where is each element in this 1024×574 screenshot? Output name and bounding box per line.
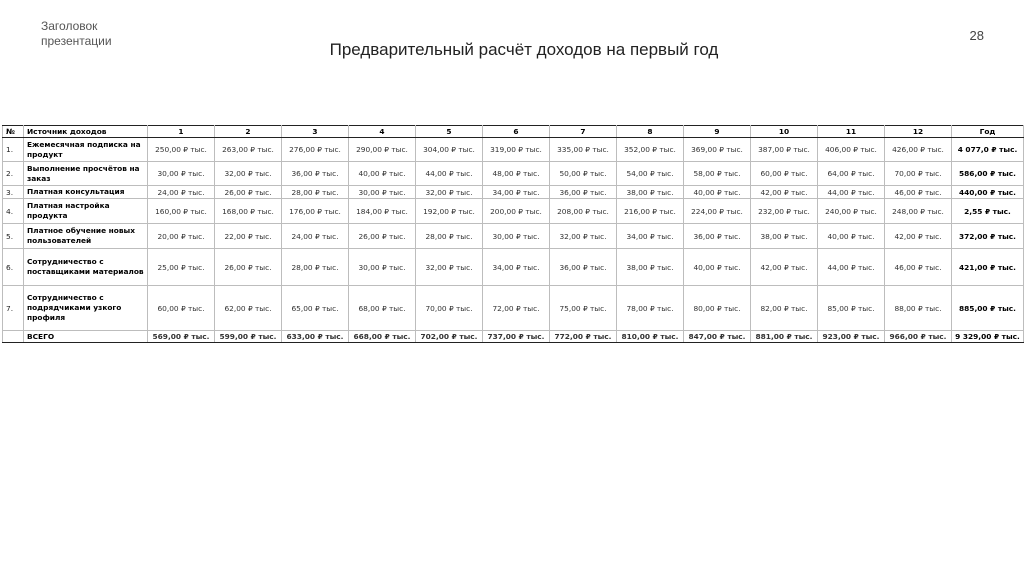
month-value: 70,00 ₽ тыс.: [885, 162, 952, 186]
month-value: 32,00 ₽ тыс.: [416, 186, 483, 199]
total-month-value: 923,00 ₽ тыс.: [818, 331, 885, 343]
column-header: 2: [215, 126, 282, 138]
year-total: 2,55 ₽ тыс.: [952, 199, 1024, 224]
month-value: 30,00 ₽ тыс.: [483, 224, 550, 249]
row-number: 7.: [3, 286, 24, 331]
row-number: 2.: [3, 162, 24, 186]
month-value: 26,00 ₽ тыс.: [349, 224, 416, 249]
month-value: 20,00 ₽ тыс.: [148, 224, 215, 249]
month-value: 40,00 ₽ тыс.: [684, 249, 751, 286]
row-number: 6.: [3, 249, 24, 286]
column-header: 9: [684, 126, 751, 138]
column-header: 3: [282, 126, 349, 138]
table-row: [3, 138, 1024, 162]
month-value: 30,00 ₽ тыс.: [349, 249, 416, 286]
table-row: [3, 199, 1024, 224]
month-value: 30,00 ₽ тыс.: [349, 186, 416, 199]
total-month-value: 737,00 ₽ тыс.: [483, 331, 550, 343]
table-row: [3, 162, 1024, 186]
presentation-title: Заголовок презентации: [41, 19, 112, 48]
income-source: Ежемесячная подписка на продукт: [24, 138, 148, 162]
column-header: 12: [885, 126, 952, 138]
month-value: 28,00 ₽ тыс.: [282, 186, 349, 199]
column-header: 11: [818, 126, 885, 138]
month-value: 64,00 ₽ тыс.: [818, 162, 885, 186]
month-value: 60,00 ₽ тыс.: [751, 162, 818, 186]
total-label: ВСЕГО: [24, 331, 148, 343]
month-value: 335,00 ₽ тыс.: [550, 138, 617, 162]
year-total: 586,00 ₽ тыс.: [952, 162, 1024, 186]
month-value: 32,00 ₽ тыс.: [550, 224, 617, 249]
row-number: 3.: [3, 186, 24, 199]
month-value: 304,00 ₽ тыс.: [416, 138, 483, 162]
month-value: 70,00 ₽ тыс.: [416, 286, 483, 331]
month-value: 65,00 ₽ тыс.: [282, 286, 349, 331]
month-value: 369,00 ₽ тыс.: [684, 138, 751, 162]
month-value: 44,00 ₽ тыс.: [416, 162, 483, 186]
month-value: 42,00 ₽ тыс.: [885, 224, 952, 249]
month-value: 36,00 ₽ тыс.: [550, 186, 617, 199]
total-number-cell: [3, 331, 24, 343]
month-value: 82,00 ₽ тыс.: [751, 286, 818, 331]
month-value: 36,00 ₽ тыс.: [282, 162, 349, 186]
month-value: 68,00 ₽ тыс.: [349, 286, 416, 331]
month-value: 26,00 ₽ тыс.: [215, 249, 282, 286]
month-value: 352,00 ₽ тыс.: [617, 138, 684, 162]
month-value: 406,00 ₽ тыс.: [818, 138, 885, 162]
table-row: [3, 186, 1024, 199]
month-value: 38,00 ₽ тыс.: [751, 224, 818, 249]
income-table: [2, 125, 1024, 343]
month-value: 250,00 ₽ тыс.: [148, 138, 215, 162]
income-source: Платное обучение новых пользователей: [24, 224, 148, 249]
month-value: 276,00 ₽ тыс.: [282, 138, 349, 162]
month-value: 80,00 ₽ тыс.: [684, 286, 751, 331]
slide-title: Предварительный расчёт доходов на первый год: [329, 40, 719, 59]
page-number: 28: [969, 28, 984, 43]
year-total: 4 077,0 ₽ тыс.: [952, 138, 1024, 162]
month-value: 48,00 ₽ тыс.: [483, 162, 550, 186]
total-month-value: 569,00 ₽ тыс.: [148, 331, 215, 343]
column-header: 1: [148, 126, 215, 138]
month-value: 46,00 ₽ тыс.: [885, 186, 952, 199]
month-value: 248,00 ₽ тыс.: [885, 199, 952, 224]
total-month-value: 668,00 ₽ тыс.: [349, 331, 416, 343]
month-value: 24,00 ₽ тыс.: [282, 224, 349, 249]
month-value: 42,00 ₽ тыс.: [751, 249, 818, 286]
income-source: Платная консультация: [24, 186, 148, 199]
table-row: [3, 286, 1024, 331]
column-header: 7: [550, 126, 617, 138]
row-number: 4.: [3, 199, 24, 224]
row-number: 5.: [3, 224, 24, 249]
month-value: 40,00 ₽ тыс.: [684, 186, 751, 199]
table-row: [3, 224, 1024, 249]
column-header: 6: [483, 126, 550, 138]
month-value: 184,00 ₽ тыс.: [349, 199, 416, 224]
month-value: 36,00 ₽ тыс.: [550, 249, 617, 286]
month-value: 62,00 ₽ тыс.: [215, 286, 282, 331]
month-value: 224,00 ₽ тыс.: [684, 199, 751, 224]
month-value: 216,00 ₽ тыс.: [617, 199, 684, 224]
income-source: Платная настройка продукта: [24, 199, 148, 224]
month-value: 34,00 ₽ тыс.: [483, 186, 550, 199]
month-value: 28,00 ₽ тыс.: [282, 249, 349, 286]
month-value: 200,00 ₽ тыс.: [483, 199, 550, 224]
income-source: Сотрудничество с поставщиками материалов: [24, 249, 148, 286]
month-value: 85,00 ₽ тыс.: [818, 286, 885, 331]
total-month-value: 772,00 ₽ тыс.: [550, 331, 617, 343]
total-month-value: 847,00 ₽ тыс.: [684, 331, 751, 343]
month-value: 60,00 ₽ тыс.: [148, 286, 215, 331]
month-value: 32,00 ₽ тыс.: [416, 249, 483, 286]
month-value: 26,00 ₽ тыс.: [215, 186, 282, 199]
year-total: 440,00 ₽ тыс.: [952, 186, 1024, 199]
month-value: 34,00 ₽ тыс.: [483, 249, 550, 286]
month-value: 78,00 ₽ тыс.: [617, 286, 684, 331]
total-month-value: 881,00 ₽ тыс.: [751, 331, 818, 343]
month-value: 24,00 ₽ тыс.: [148, 186, 215, 199]
month-value: 44,00 ₽ тыс.: [818, 186, 885, 199]
month-value: 88,00 ₽ тыс.: [885, 286, 952, 331]
total-month-value: 702,00 ₽ тыс.: [416, 331, 483, 343]
month-value: 38,00 ₽ тыс.: [617, 186, 684, 199]
table-header-row: [3, 126, 1024, 138]
month-value: 30,00 ₽ тыс.: [148, 162, 215, 186]
month-value: 46,00 ₽ тыс.: [885, 249, 952, 286]
total-month-value: 599,00 ₽ тыс.: [215, 331, 282, 343]
income-source: Сотрудничество с подрядчиками узкого профиля: [24, 286, 148, 331]
month-value: 240,00 ₽ тыс.: [818, 199, 885, 224]
month-value: 58,00 ₽ тыс.: [684, 162, 751, 186]
month-value: 176,00 ₽ тыс.: [282, 199, 349, 224]
month-value: 40,00 ₽ тыс.: [818, 224, 885, 249]
month-value: 22,00 ₽ тыс.: [215, 224, 282, 249]
month-value: 426,00 ₽ тыс.: [885, 138, 952, 162]
month-value: 290,00 ₽ тыс.: [349, 138, 416, 162]
row-number: 1.: [3, 138, 24, 162]
month-value: 38,00 ₽ тыс.: [617, 249, 684, 286]
month-value: 36,00 ₽ тыс.: [684, 224, 751, 249]
month-value: 387,00 ₽ тыс.: [751, 138, 818, 162]
month-value: 319,00 ₽ тыс.: [483, 138, 550, 162]
total-month-value: 810,00 ₽ тыс.: [617, 331, 684, 343]
month-value: 25,00 ₽ тыс.: [148, 249, 215, 286]
month-value: 232,00 ₽ тыс.: [751, 199, 818, 224]
column-header: 10: [751, 126, 818, 138]
month-value: 263,00 ₽ тыс.: [215, 138, 282, 162]
month-value: 34,00 ₽ тыс.: [617, 224, 684, 249]
total-year-value: 9 329,00 ₽ тыс.: [952, 331, 1024, 343]
year-total: 372,00 ₽ тыс.: [952, 224, 1024, 249]
month-value: 44,00 ₽ тыс.: [818, 249, 885, 286]
column-header: 4: [349, 126, 416, 138]
month-value: 54,00 ₽ тыс.: [617, 162, 684, 186]
year-total: 421,00 ₽ тыс.: [952, 249, 1024, 286]
month-value: 40,00 ₽ тыс.: [349, 162, 416, 186]
total-row: [3, 331, 1024, 343]
total-month-value: 966,00 ₽ тыс.: [885, 331, 952, 343]
month-value: 168,00 ₽ тыс.: [215, 199, 282, 224]
month-value: 72,00 ₽ тыс.: [483, 286, 550, 331]
month-value: 192,00 ₽ тыс.: [416, 199, 483, 224]
month-value: 42,00 ₽ тыс.: [751, 186, 818, 199]
table-row: [3, 249, 1024, 286]
column-header: Источник доходов: [24, 126, 148, 138]
year-total: 885,00 ₽ тыс.: [952, 286, 1024, 331]
total-month-value: 633,00 ₽ тыс.: [282, 331, 349, 343]
column-header: №: [3, 126, 24, 138]
month-value: 160,00 ₽ тыс.: [148, 199, 215, 224]
month-value: 32,00 ₽ тыс.: [215, 162, 282, 186]
column-header: 8: [617, 126, 684, 138]
month-value: 75,00 ₽ тыс.: [550, 286, 617, 331]
month-value: 28,00 ₽ тыс.: [416, 224, 483, 249]
column-header: 5: [416, 126, 483, 138]
column-header: Год: [952, 126, 1024, 138]
month-value: 208,00 ₽ тыс.: [550, 199, 617, 224]
month-value: 50,00 ₽ тыс.: [550, 162, 617, 186]
income-source: Выполнение просчётов на заказ: [24, 162, 148, 186]
